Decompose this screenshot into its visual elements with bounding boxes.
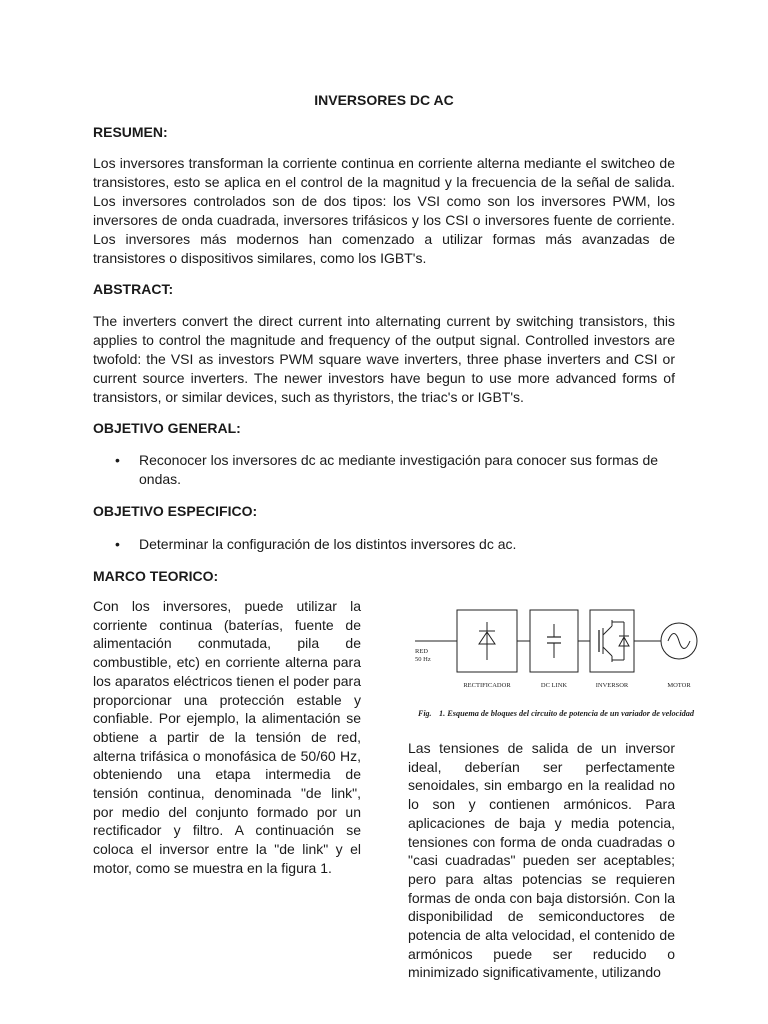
block-diagram-svg — [405, 600, 705, 725]
marco-teorico-left-column: Con los inversores, puede utilizar la corriente continua (baterías, fuente de alimentación conmutada, pila de combustible, etc) en corriente alterna para los aparatos eléctricos tienen el poder para proporcionar una protección estable y confiable. Por ejemplo, la alimentación se obtiene a partir de la tensión de red, alterna trifásica o monofásica de 50/60 Hz, obteniendo una etapa intermedia de tensión continua, denominada "de link", por medio del conjunto formado por un rectificador y filtro. A continuación se coloca el inversor entre la "de link" y el motor, como se muestra en la figura 1. — [93, 598, 361, 876]
abstract-paragraph: The inverters convert the direct current into alternating current by switching transistors, this applies to control the magnitude and frequency of the output signal. Controlled investors are twofold: the VSI as investors PWM square wave inverters, three phase inverters and CSI or current source inverters. The newer investors have begun to use more advanced forms of transistors, or similar devices, such as thyristors, the triac's or IGBT's. — [93, 313, 675, 405]
block-diagram-figure — [405, 600, 705, 725]
rectifier-label: RECTIFICADOR — [463, 682, 511, 689]
document-title: INVERSORES DC AC — [314, 92, 454, 108]
dc-link-label: DC LINK — [540, 682, 568, 689]
inverter-label: INVERSOR — [595, 682, 629, 689]
igbt-icon — [599, 620, 629, 662]
objetivo-especifico-text: Determinar la configuración de los distintos inversores dc ac. — [139, 536, 517, 552]
resumen-paragraph: Los inversores transforman la corriente continua en corriente alterna mediante el switcheo de transistores, esto se aplica en el control de la magnitud y la frecuencia de la señal de salida. Los inversores controlados son de dos tipos: los VSI como son los inversores PWM, los inversores de onda cuadrada, inversores trifásicos y los CSI o inversores fuente de corriente. Los inversores más modernos han comenzado a utilizar formas más avanzadas de transistores o dispositivos similares, como los IGBT's. — [93, 155, 675, 266]
bullet-icon: • — [115, 452, 120, 468]
figure-caption-prefix: Fig. — [418, 709, 432, 718]
objetivo-general-heading: OBJETIVO GENERAL: — [93, 420, 241, 436]
diode-icon — [479, 622, 495, 660]
input-label-freq: 50 Hz — [415, 656, 431, 663]
bullet-icon: • — [115, 536, 120, 552]
objetivo-especifico-heading: OBJETIVO ESPECIFICO: — [93, 503, 258, 519]
marco-teorico-heading: MARCO TEORICO: — [93, 568, 219, 584]
dc-link-block — [530, 610, 578, 672]
sine-wave-icon — [668, 634, 690, 649]
capacitor-icon — [547, 624, 561, 658]
abstract-heading: ABSTRACT: — [93, 281, 174, 297]
input-label-red: RED — [415, 648, 428, 655]
marco-teorico-right-column: Las tensiones de salida de un inversor ideal, deberían ser perfectamente senoidales, sin embargo en la realidad no lo son y contienen armónicos. Para aplicaciones de baja y media potencia, tensiones con forma de onda cuadradas o "casi cuadradas" pueden ser aceptables; pero para altas potencias se requieren formas de onda con baja distorsión. Con la disponibilidad de semiconductores de potencia de alta velocidad, el contenido de armónicos puede ser reducido o minimizado significativamente, utilizando — [408, 740, 675, 981]
inverter-block — [590, 610, 634, 672]
resumen-heading: RESUMEN: — [93, 124, 168, 140]
objetivo-general-text: Reconocer los inversores dc ac mediante investigación para conocer sus formas de ondas. — [139, 452, 659, 487]
motor-label: MOTOR — [667, 682, 691, 689]
figure-caption: 1. Esquema de bloques del circuito de potencia de un variador de velocidad — [439, 709, 696, 718]
